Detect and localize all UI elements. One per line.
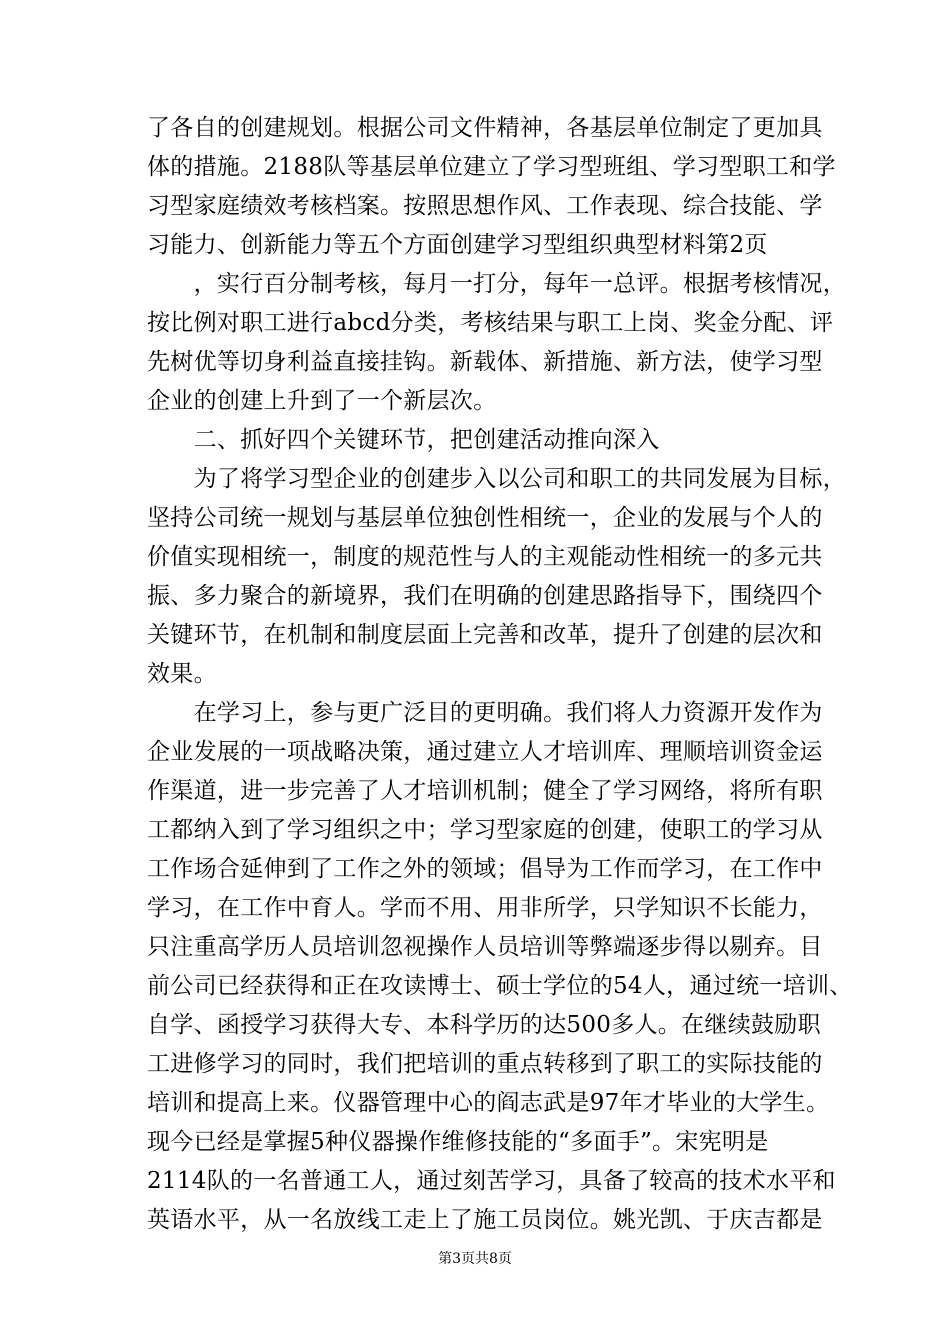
text-line-7: 先树优等切身利益直接挂钩。新载体、新措施、新方法，使学习型: [147, 349, 823, 375]
text-line-5: ，实行百分制考核，每月一打分，每年一总评。根据考核情况，: [147, 271, 846, 297]
text-line-21: 学习，在工作中育人。学而不用、用非所学，只学知识不长能力，: [147, 895, 823, 921]
text-line-6: 按比例对职工进行abcd分类，考核结果与职工上岗、奖金分配、评: [147, 310, 834, 336]
text-line-2: 体的措施。2188队等基层单位建立了学习型班组、学习型职工和学: [147, 154, 836, 180]
text-line-14: 关键环节，在机制和制度层面上完善和改革，提升了创建的层次和: [147, 622, 823, 648]
text-line-27: 现今已经是掌握5种仪器操作维修技能的“多面手”。宋宪明是: [147, 1129, 769, 1155]
text-line-24: 自学、函授学习获得大专、本科学历的达500多人。在继续鼓励职: [147, 1012, 821, 1038]
text-line-1: 了各自的创建规划。根据公司文件精神，各基层单位制定了更加具: [147, 115, 823, 141]
text-line-13: 振、多力聚合的新境界，我们在明确的创建思路指导下，围绕四个: [147, 583, 823, 609]
text-line-15: 效果。: [147, 661, 217, 687]
section-heading: 二、抓好四个关键环节，把创建活动推向深入: [147, 427, 660, 453]
text-line-17: 企业发展的一项战略决策，通过建立人才培训库、理顺培训资金运: [147, 739, 823, 765]
text-line-28: 2114队的一名普通工人，通过刻苦学习，具备了较高的技术水平和: [147, 1168, 836, 1194]
text-line-19: 工都纳入到了学习组织之中；学习型家庭的创建，使职工的学习从: [147, 817, 823, 843]
text-line-10: 为了将学习型企业的创建步入以公司和职工的共同发展为目标，: [147, 466, 846, 492]
text-line-26: 培训和提高上来。仪器管理中心的阎志武是97年才毕业的大学生。: [147, 1090, 830, 1116]
text-line-12: 价值实现相统一，制度的规范性与人的主观能动性相统一的多元共: [147, 544, 823, 570]
text-line-20: 工作场合延伸到了工作之外的领域；倡导为工作而学习，在工作中: [147, 856, 823, 882]
text-line-18: 作渠道，进一步完善了人才培训机制；健全了学习网络，将所有职: [147, 778, 823, 804]
text-line-4: 习能力、创新能力等五个方面创建学习型组织典型材料第2页: [147, 232, 768, 258]
page-number-footer: 第3页共8页: [438, 1251, 512, 1267]
text-line-22: 只注重高学历人员培训忽视操作人员培训等弊端逐步得以剔弃。目: [147, 934, 823, 960]
text-line-11: 坚持公司统一规划与基层单位独创性相统一，企业的发展与个人的: [147, 505, 823, 531]
text-line-25: 工进修学习的同时，我们把培训的重点转移到了职工的实际技能的: [147, 1051, 823, 1077]
text-line-29: 英语水平，从一名放线工走上了施工员岗位。姚光凯、于庆吉都是: [147, 1207, 823, 1233]
text-line-23: 前公司已经获得和正在攻读博士、硕士学位的54人，通过统一培训、: [147, 973, 853, 999]
text-line-8: 企业的创建上升到了一个新层次。: [147, 388, 497, 414]
text-line-16: 在学习上，参与更广泛目的更明确。我们将人力资源开发作为: [147, 700, 823, 726]
text-line-3: 习型家庭绩效考核档案。按照思想作风、工作表现、综合技能、学: [147, 193, 823, 219]
